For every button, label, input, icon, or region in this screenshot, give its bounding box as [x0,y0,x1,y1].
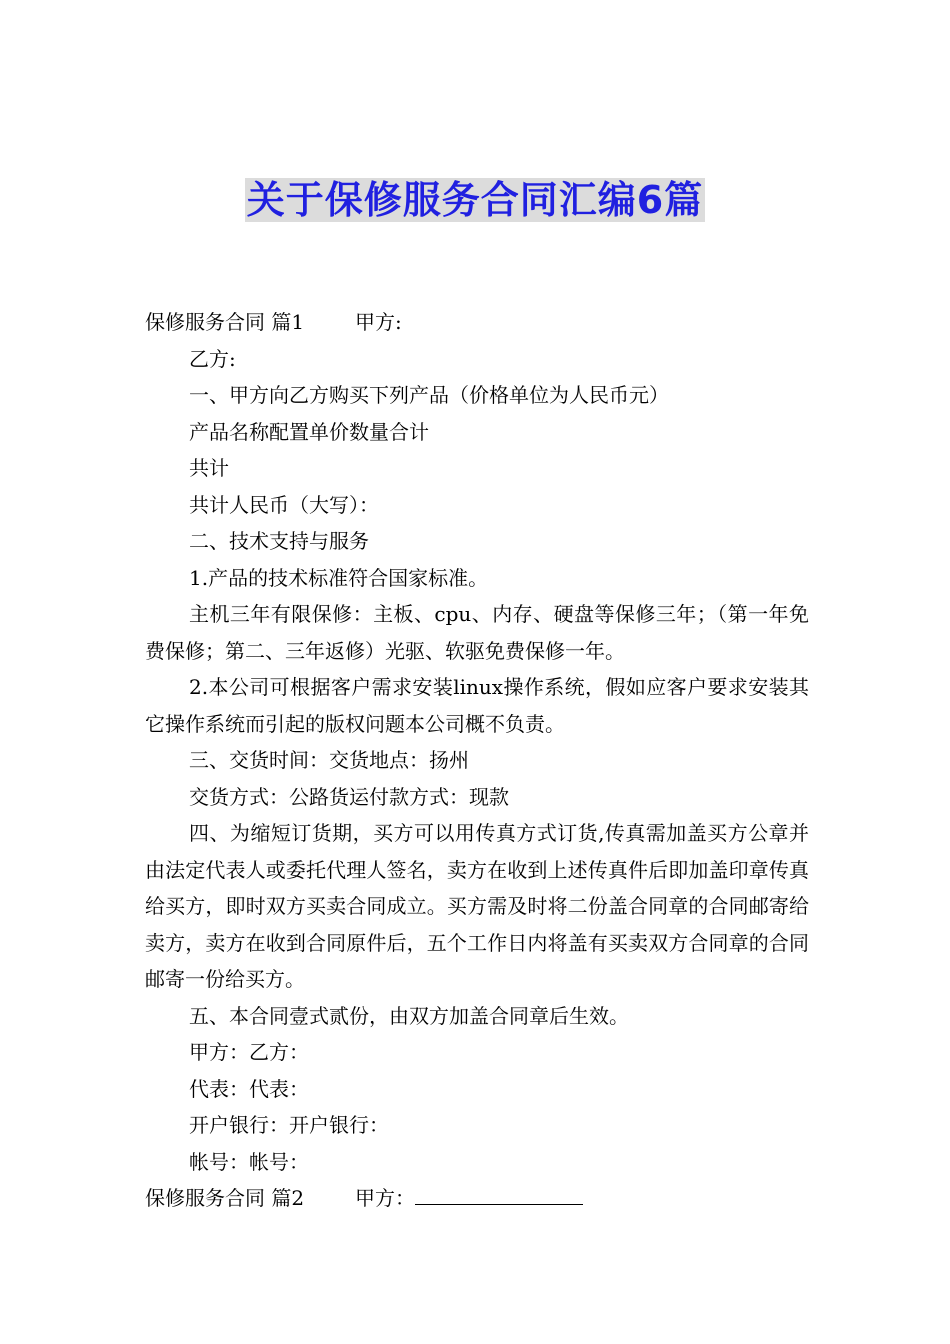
paragraph: 1.产品的技术标准符合国家标准。 [189,565,489,590]
paragraph: 交货方式：公路货运付款方式：现款 [189,784,509,809]
paragraph: 代表：代表： [189,1076,309,1101]
paragraph: 共计 [189,456,229,480]
section-2-heading: 保修服务合同 篇2 甲方： [145,1186,415,1210]
party-a-blank-line [415,1182,583,1205]
paragraph: 五、本合同壹式贰份，由双方加盖合同章后生效。 [189,1003,629,1028]
paragraph: 2.本公司可根据客户需求安装linux操作系统，假如应客户要求安装其它操作系统而引起的版权问题本公司概不负责。 [145,675,809,736]
paragraph: 开户银行：开户银行： [189,1113,389,1137]
paragraph: 三、交货时间：交货地点：扬州 [189,748,469,772]
document-body [145,304,809,1217]
paragraph: 二、技术支持与服务 [189,529,369,553]
paragraph: 产品名称配置单价数量合计 [189,419,429,444]
paragraph: 共计人民币（大写）： [189,492,379,517]
paragraph: 主机三年有限保修：主板、cpu、内存、硬盘等保修三年；（第一年免费保修；第二、三年返修）光驱、软驱免费保修一年。 [145,602,809,663]
paragraph: 四、为缩短订货期，买方可以用传真方式订货,传真需加盖买方公章并由法定代表人或委托代理人签名，卖方在收到上述传真件后即加盖印章传真给买方，即时双方买卖合同成立。买方需及时将二份盖合同章的合同邮寄给卖方，卖方在收到合同原件后，五个工作日内将盖有买卖双方合同章的合同邮寄一份给买方。 [145,821,809,991]
document-title: 关于保修服务合同汇编6篇 [246,178,704,222]
paragraph: 乙方: [189,346,236,371]
section-2-heading-line [145,1180,809,1217]
paragraph: 保修服务合同 篇1 甲方: [145,310,402,334]
paragraph: 帐号：帐号： [189,1149,309,1174]
title-area [0,178,950,222]
paragraph: 一、甲方向乙方购买下列产品（价格单位为人民币元） [189,383,669,407]
paragraph: 甲方：乙方： [189,1040,309,1064]
